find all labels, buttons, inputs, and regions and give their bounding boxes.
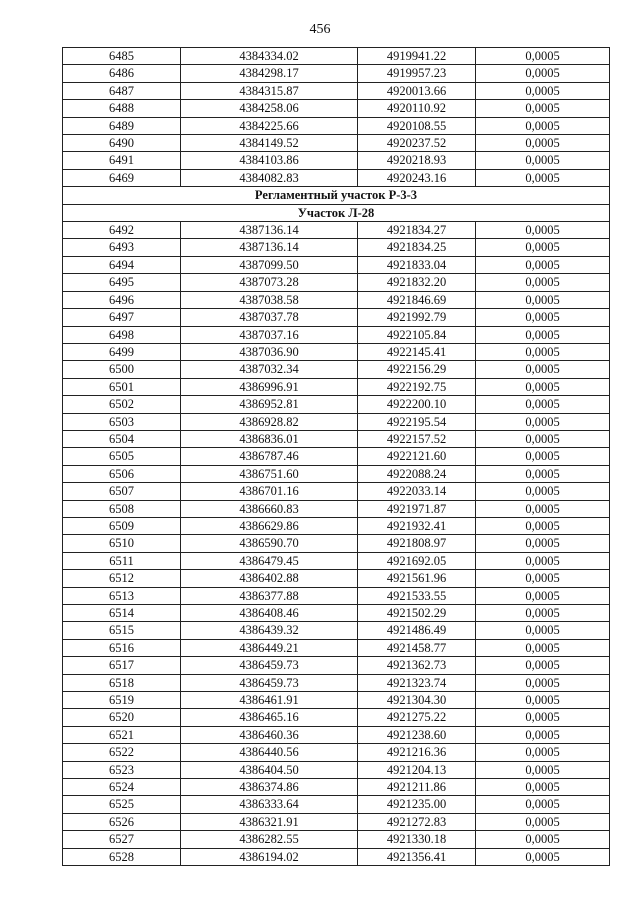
table-row bbox=[63, 309, 610, 326]
x-coordinate-cell: 4384103.86 bbox=[181, 152, 358, 169]
accuracy-cell: 0,0005 bbox=[476, 813, 610, 830]
accuracy-cell: 0,0005 bbox=[476, 831, 610, 848]
accuracy-cell: 0,0005 bbox=[476, 152, 610, 169]
table-row bbox=[63, 744, 610, 761]
accuracy-cell: 0,0005 bbox=[476, 552, 610, 569]
y-coordinate-cell: 4921846.69 bbox=[358, 291, 476, 308]
x-coordinate-cell: 4384298.17 bbox=[181, 65, 358, 82]
point-number-cell: 6494 bbox=[63, 256, 181, 273]
coordinates-table-body bbox=[63, 48, 610, 866]
x-coordinate-cell: 4386459.73 bbox=[181, 674, 358, 691]
table-row bbox=[63, 796, 610, 813]
section-heading: Участок Л-28 bbox=[63, 204, 610, 221]
table-row bbox=[63, 448, 610, 465]
accuracy-cell: 0,0005 bbox=[476, 570, 610, 587]
table-row bbox=[63, 169, 610, 186]
table-row bbox=[63, 848, 610, 865]
point-number-cell: 6504 bbox=[63, 430, 181, 447]
y-coordinate-cell: 4921272.83 bbox=[358, 813, 476, 830]
x-coordinate-cell: 4386787.46 bbox=[181, 448, 358, 465]
coordinates-table bbox=[62, 47, 610, 866]
table-row bbox=[63, 82, 610, 99]
point-number-cell: 6496 bbox=[63, 291, 181, 308]
y-coordinate-cell: 4922156.29 bbox=[358, 361, 476, 378]
table-row bbox=[63, 535, 610, 552]
accuracy-cell: 0,0005 bbox=[476, 622, 610, 639]
y-coordinate-cell: 4921204.13 bbox=[358, 761, 476, 778]
table-row bbox=[63, 222, 610, 239]
table-row bbox=[63, 692, 610, 709]
x-coordinate-cell: 4386590.70 bbox=[181, 535, 358, 552]
point-number-cell: 6526 bbox=[63, 813, 181, 830]
point-number-cell: 6495 bbox=[63, 274, 181, 291]
accuracy-cell: 0,0005 bbox=[476, 674, 610, 691]
y-coordinate-cell: 4922033.14 bbox=[358, 483, 476, 500]
point-number-cell: 6523 bbox=[63, 761, 181, 778]
x-coordinate-cell: 4386377.88 bbox=[181, 587, 358, 604]
table-row bbox=[63, 326, 610, 343]
y-coordinate-cell: 4921362.73 bbox=[358, 657, 476, 674]
table-row bbox=[63, 517, 610, 534]
y-coordinate-cell: 4921323.74 bbox=[358, 674, 476, 691]
table-row bbox=[63, 709, 610, 726]
point-number-cell: 6513 bbox=[63, 587, 181, 604]
table-row bbox=[63, 343, 610, 360]
point-number-cell: 6511 bbox=[63, 552, 181, 569]
accuracy-cell: 0,0005 bbox=[476, 65, 610, 82]
accuracy-cell: 0,0005 bbox=[476, 361, 610, 378]
y-coordinate-cell: 4921833.04 bbox=[358, 256, 476, 273]
x-coordinate-cell: 4386459.73 bbox=[181, 657, 358, 674]
point-number-cell: 6505 bbox=[63, 448, 181, 465]
table-row bbox=[63, 65, 610, 82]
point-number-cell: 6524 bbox=[63, 779, 181, 796]
accuracy-cell: 0,0005 bbox=[476, 692, 610, 709]
point-number-cell: 6527 bbox=[63, 831, 181, 848]
y-coordinate-cell: 4922088.24 bbox=[358, 465, 476, 482]
point-number-cell: 6487 bbox=[63, 82, 181, 99]
x-coordinate-cell: 4387038.58 bbox=[181, 291, 358, 308]
point-number-cell: 6469 bbox=[63, 169, 181, 186]
accuracy-cell: 0,0005 bbox=[476, 517, 610, 534]
x-coordinate-cell: 4387099.50 bbox=[181, 256, 358, 273]
accuracy-cell: 0,0005 bbox=[476, 483, 610, 500]
x-coordinate-cell: 4384258.06 bbox=[181, 100, 358, 117]
y-coordinate-cell: 4920243.16 bbox=[358, 169, 476, 186]
accuracy-cell: 0,0005 bbox=[476, 657, 610, 674]
point-number-cell: 6497 bbox=[63, 309, 181, 326]
y-coordinate-cell: 4922157.52 bbox=[358, 430, 476, 447]
x-coordinate-cell: 4386194.02 bbox=[181, 848, 358, 865]
x-coordinate-cell: 4387037.78 bbox=[181, 309, 358, 326]
x-coordinate-cell: 4387136.14 bbox=[181, 239, 358, 256]
point-number-cell: 6512 bbox=[63, 570, 181, 587]
x-coordinate-cell: 4386440.56 bbox=[181, 744, 358, 761]
accuracy-cell: 0,0005 bbox=[476, 378, 610, 395]
table-row bbox=[63, 152, 610, 169]
accuracy-cell: 0,0005 bbox=[476, 326, 610, 343]
table-row bbox=[63, 135, 610, 152]
table-row bbox=[63, 430, 610, 447]
x-coordinate-cell: 4386321.91 bbox=[181, 813, 358, 830]
accuracy-cell: 0,0005 bbox=[476, 535, 610, 552]
y-coordinate-cell: 4922145.41 bbox=[358, 343, 476, 360]
x-coordinate-cell: 4386952.81 bbox=[181, 396, 358, 413]
point-number-cell: 6502 bbox=[63, 396, 181, 413]
y-coordinate-cell: 4921832.20 bbox=[358, 274, 476, 291]
table-row bbox=[63, 674, 610, 691]
point-number-cell: 6522 bbox=[63, 744, 181, 761]
y-coordinate-cell: 4922105.84 bbox=[358, 326, 476, 343]
accuracy-cell: 0,0005 bbox=[476, 309, 610, 326]
accuracy-cell: 0,0005 bbox=[476, 430, 610, 447]
x-coordinate-cell: 4386282.55 bbox=[181, 831, 358, 848]
table-row bbox=[63, 552, 610, 569]
table-row bbox=[63, 465, 610, 482]
y-coordinate-cell: 4921216.36 bbox=[358, 744, 476, 761]
table-row bbox=[63, 274, 610, 291]
x-coordinate-cell: 4387036.90 bbox=[181, 343, 358, 360]
y-coordinate-cell: 4920110.92 bbox=[358, 100, 476, 117]
accuracy-cell: 0,0005 bbox=[476, 639, 610, 656]
y-coordinate-cell: 4921486.49 bbox=[358, 622, 476, 639]
x-coordinate-cell: 4386460.36 bbox=[181, 726, 358, 743]
accuracy-cell: 0,0005 bbox=[476, 291, 610, 308]
y-coordinate-cell: 4920108.55 bbox=[358, 117, 476, 134]
y-coordinate-cell: 4921356.41 bbox=[358, 848, 476, 865]
x-coordinate-cell: 4386402.88 bbox=[181, 570, 358, 587]
table-row bbox=[63, 396, 610, 413]
section-heading: Регламентный участок Р-3-3 bbox=[63, 187, 610, 204]
y-coordinate-cell: 4921834.25 bbox=[358, 239, 476, 256]
y-coordinate-cell: 4921971.87 bbox=[358, 500, 476, 517]
table-row bbox=[63, 361, 610, 378]
x-coordinate-cell: 4386408.46 bbox=[181, 605, 358, 622]
table-row bbox=[63, 813, 610, 830]
point-number-cell: 6510 bbox=[63, 535, 181, 552]
x-coordinate-cell: 4387037.16 bbox=[181, 326, 358, 343]
table-row bbox=[63, 239, 610, 256]
accuracy-cell: 0,0005 bbox=[476, 726, 610, 743]
point-number-cell: 6491 bbox=[63, 152, 181, 169]
x-coordinate-cell: 4384334.02 bbox=[181, 48, 358, 65]
point-number-cell: 6493 bbox=[63, 239, 181, 256]
point-number-cell: 6520 bbox=[63, 709, 181, 726]
point-number-cell: 6525 bbox=[63, 796, 181, 813]
x-coordinate-cell: 4386751.60 bbox=[181, 465, 358, 482]
point-number-cell: 6498 bbox=[63, 326, 181, 343]
accuracy-cell: 0,0005 bbox=[476, 761, 610, 778]
point-number-cell: 6489 bbox=[63, 117, 181, 134]
point-number-cell: 6508 bbox=[63, 500, 181, 517]
y-coordinate-cell: 4922121.60 bbox=[358, 448, 476, 465]
accuracy-cell: 0,0005 bbox=[476, 413, 610, 430]
point-number-cell: 6517 bbox=[63, 657, 181, 674]
accuracy-cell: 0,0005 bbox=[476, 135, 610, 152]
accuracy-cell: 0,0005 bbox=[476, 100, 610, 117]
x-coordinate-cell: 4384315.87 bbox=[181, 82, 358, 99]
accuracy-cell: 0,0005 bbox=[476, 605, 610, 622]
point-number-cell: 6521 bbox=[63, 726, 181, 743]
accuracy-cell: 0,0005 bbox=[476, 274, 610, 291]
x-coordinate-cell: 4384225.66 bbox=[181, 117, 358, 134]
x-coordinate-cell: 4387032.34 bbox=[181, 361, 358, 378]
accuracy-cell: 0,0005 bbox=[476, 448, 610, 465]
table-row bbox=[63, 622, 610, 639]
table-row bbox=[63, 48, 610, 65]
point-number-cell: 6506 bbox=[63, 465, 181, 482]
accuracy-cell: 0,0005 bbox=[476, 587, 610, 604]
point-number-cell: 6500 bbox=[63, 361, 181, 378]
x-coordinate-cell: 4386449.21 bbox=[181, 639, 358, 656]
x-coordinate-cell: 4386333.64 bbox=[181, 796, 358, 813]
table-row bbox=[63, 831, 610, 848]
point-number-cell: 6528 bbox=[63, 848, 181, 865]
page-number: 456 bbox=[309, 22, 331, 37]
accuracy-cell: 0,0005 bbox=[476, 779, 610, 796]
accuracy-cell: 0,0005 bbox=[476, 169, 610, 186]
y-coordinate-cell: 4921502.29 bbox=[358, 605, 476, 622]
table-row bbox=[63, 726, 610, 743]
point-number-cell: 6514 bbox=[63, 605, 181, 622]
point-number-cell: 6515 bbox=[63, 622, 181, 639]
x-coordinate-cell: 4386660.83 bbox=[181, 500, 358, 517]
table-row bbox=[63, 639, 610, 656]
y-coordinate-cell: 4921330.18 bbox=[358, 831, 476, 848]
accuracy-cell: 0,0005 bbox=[476, 82, 610, 99]
table-row bbox=[63, 570, 610, 587]
accuracy-cell: 0,0005 bbox=[476, 848, 610, 865]
y-coordinate-cell: 4920218.93 bbox=[358, 152, 476, 169]
point-number-cell: 6499 bbox=[63, 343, 181, 360]
table-row bbox=[63, 779, 610, 796]
x-coordinate-cell: 4386479.45 bbox=[181, 552, 358, 569]
y-coordinate-cell: 4921211.86 bbox=[358, 779, 476, 796]
table-row bbox=[63, 291, 610, 308]
accuracy-cell: 0,0005 bbox=[476, 256, 610, 273]
point-number-cell: 6507 bbox=[63, 483, 181, 500]
accuracy-cell: 0,0005 bbox=[476, 117, 610, 134]
point-number-cell: 6509 bbox=[63, 517, 181, 534]
accuracy-cell: 0,0005 bbox=[476, 709, 610, 726]
x-coordinate-cell: 4386404.50 bbox=[181, 761, 358, 778]
accuracy-cell: 0,0005 bbox=[476, 343, 610, 360]
x-coordinate-cell: 4384149.52 bbox=[181, 135, 358, 152]
y-coordinate-cell: 4920013.66 bbox=[358, 82, 476, 99]
accuracy-cell: 0,0005 bbox=[476, 744, 610, 761]
y-coordinate-cell: 4922192.75 bbox=[358, 378, 476, 395]
x-coordinate-cell: 4386836.01 bbox=[181, 430, 358, 447]
y-coordinate-cell: 4921238.60 bbox=[358, 726, 476, 743]
point-number-cell: 6501 bbox=[63, 378, 181, 395]
table-row bbox=[63, 413, 610, 430]
point-number-cell: 6516 bbox=[63, 639, 181, 656]
y-coordinate-cell: 4921304.30 bbox=[358, 692, 476, 709]
section-heading-row bbox=[63, 204, 610, 221]
y-coordinate-cell: 4920237.52 bbox=[358, 135, 476, 152]
point-number-cell: 6519 bbox=[63, 692, 181, 709]
accuracy-cell: 0,0005 bbox=[476, 796, 610, 813]
y-coordinate-cell: 4921834.27 bbox=[358, 222, 476, 239]
y-coordinate-cell: 4921808.97 bbox=[358, 535, 476, 552]
table-row bbox=[63, 100, 610, 117]
table-row bbox=[63, 761, 610, 778]
y-coordinate-cell: 4921235.00 bbox=[358, 796, 476, 813]
y-coordinate-cell: 4921932.41 bbox=[358, 517, 476, 534]
point-number-cell: 6518 bbox=[63, 674, 181, 691]
table-row bbox=[63, 657, 610, 674]
point-number-cell: 6490 bbox=[63, 135, 181, 152]
point-number-cell: 6503 bbox=[63, 413, 181, 430]
x-coordinate-cell: 4384082.83 bbox=[181, 169, 358, 186]
point-number-cell: 6486 bbox=[63, 65, 181, 82]
x-coordinate-cell: 4387073.28 bbox=[181, 274, 358, 291]
table-row bbox=[63, 256, 610, 273]
section-heading-row bbox=[63, 187, 610, 204]
accuracy-cell: 0,0005 bbox=[476, 500, 610, 517]
y-coordinate-cell: 4922195.54 bbox=[358, 413, 476, 430]
accuracy-cell: 0,0005 bbox=[476, 396, 610, 413]
table-row bbox=[63, 605, 610, 622]
x-coordinate-cell: 4386374.86 bbox=[181, 779, 358, 796]
y-coordinate-cell: 4921992.79 bbox=[358, 309, 476, 326]
x-coordinate-cell: 4386465.16 bbox=[181, 709, 358, 726]
x-coordinate-cell: 4386439.32 bbox=[181, 622, 358, 639]
table-row bbox=[63, 378, 610, 395]
accuracy-cell: 0,0005 bbox=[476, 222, 610, 239]
table-row bbox=[63, 117, 610, 134]
x-coordinate-cell: 4386629.86 bbox=[181, 517, 358, 534]
y-coordinate-cell: 4919957.23 bbox=[358, 65, 476, 82]
table-row bbox=[63, 587, 610, 604]
y-coordinate-cell: 4921692.05 bbox=[358, 552, 476, 569]
table-row bbox=[63, 500, 610, 517]
y-coordinate-cell: 4922200.10 bbox=[358, 396, 476, 413]
x-coordinate-cell: 4386996.91 bbox=[181, 378, 358, 395]
point-number-cell: 6488 bbox=[63, 100, 181, 117]
point-number-cell: 6485 bbox=[63, 48, 181, 65]
x-coordinate-cell: 4386701.16 bbox=[181, 483, 358, 500]
accuracy-cell: 0,0005 bbox=[476, 465, 610, 482]
point-number-cell: 6492 bbox=[63, 222, 181, 239]
table-row bbox=[63, 483, 610, 500]
y-coordinate-cell: 4921561.96 bbox=[358, 570, 476, 587]
y-coordinate-cell: 4921275.22 bbox=[358, 709, 476, 726]
accuracy-cell: 0,0005 bbox=[476, 48, 610, 65]
x-coordinate-cell: 4386928.82 bbox=[181, 413, 358, 430]
x-coordinate-cell: 4386461.91 bbox=[181, 692, 358, 709]
x-coordinate-cell: 4387136.14 bbox=[181, 222, 358, 239]
y-coordinate-cell: 4919941.22 bbox=[358, 48, 476, 65]
accuracy-cell: 0,0005 bbox=[476, 239, 610, 256]
y-coordinate-cell: 4921533.55 bbox=[358, 587, 476, 604]
y-coordinate-cell: 4921458.77 bbox=[358, 639, 476, 656]
